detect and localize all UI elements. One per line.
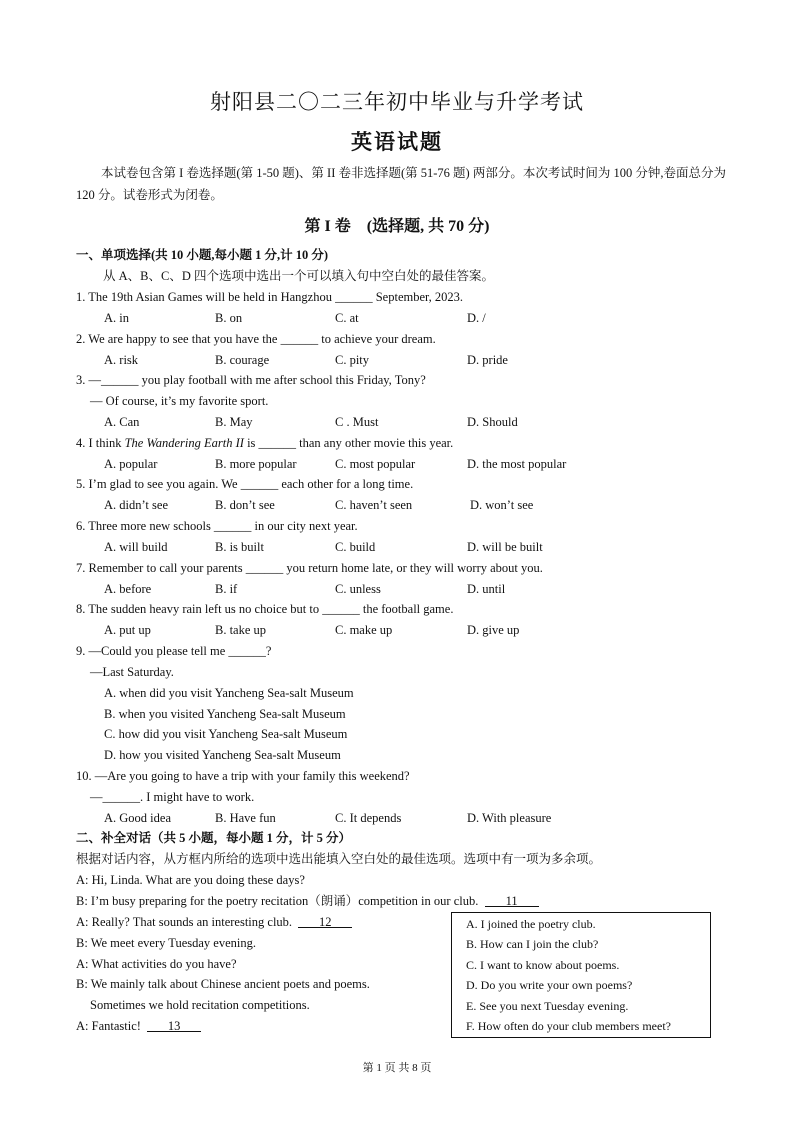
question-10-stem: 10. —Are you going to have a trip with your family this weekend? xyxy=(76,769,410,783)
dialogue-line-7-text: A: Fantastic! xyxy=(76,1019,141,1033)
blank-11[interactable]: 11 xyxy=(485,892,539,907)
question-4-stem-start: 4. I think xyxy=(76,436,125,450)
question-9-reply: —Last Saturday. xyxy=(90,665,174,679)
dialogue-line-4: B: We meet every Tuesday evening. xyxy=(76,936,256,950)
options-box xyxy=(451,912,711,1038)
question-2-option-d[interactable]: D. pride xyxy=(467,353,508,367)
question-6-option-c[interactable]: C. build xyxy=(335,540,376,554)
question-3-option-b[interactable]: B. May xyxy=(215,415,253,429)
question-4-option-c[interactable]: C. most popular xyxy=(335,457,416,471)
dialogue-line-1: A: Hi, Linda. What are you doing these days? xyxy=(76,873,305,887)
question-8-option-c[interactable]: C. make up xyxy=(335,623,393,637)
blank-13[interactable]: 13 xyxy=(147,1017,201,1032)
question-3-option-d[interactable]: D. Should xyxy=(467,415,518,429)
question-10-option-d[interactable]: D. With pleasure xyxy=(467,811,552,825)
box-option-c[interactable]: C. I want to know about poems. xyxy=(466,958,620,972)
question-5-option-b[interactable]: B. don’t see xyxy=(215,498,275,512)
question-3-stem: 3. —______ you play football with me after school this Friday, Tony? xyxy=(76,373,426,387)
question-10-option-c[interactable]: C. It depends xyxy=(335,811,402,825)
question-2-option-b[interactable]: B. courage xyxy=(215,353,270,367)
dialogue-line-6-continued: Sometimes we hold recitation competitions. xyxy=(90,998,310,1012)
question-4-stem-end: is ______ than any other movie this year. xyxy=(243,436,454,450)
question-1-stem: 1. The 19th Asian Games will be held in Hangzhou ______ September, 2023. xyxy=(76,290,464,304)
question-2-stem: 2. We are happy to see that you have the ______ to achieve your dream. xyxy=(76,332,436,346)
dialogue-line-5: A: What activities do you have? xyxy=(76,957,237,971)
question-4-option-a[interactable]: A. popular xyxy=(104,457,158,471)
question-9-option-c[interactable]: C. how did you visit Yancheng Sea-salt Museum xyxy=(104,727,348,741)
exam-intro: 本试卷包含第 I 卷选择题(第 1-50 题)、第 II 卷非选择题(第 51-76 题) 两部分。本次考试时间为 100 分钟,卷面总分为 120 分。试卷形式为闭卷。 xyxy=(76,166,726,202)
question-8-option-b[interactable]: B. take up xyxy=(215,623,267,637)
question-3-option-c[interactable]: C . Must xyxy=(335,415,379,429)
question-5-stem: 5. I’m glad to see you again. We ______ each other for a long time. xyxy=(76,477,414,491)
box-option-f[interactable]: F. How often do your club members meet? xyxy=(466,1019,671,1033)
question-6-option-d[interactable]: D. will be built xyxy=(467,540,543,554)
section-one-instruction: 从 A、B、C、D 四个选项中选出一个可以填入句中空白处的最佳答案。 xyxy=(103,269,494,283)
dialogue-line-2-text: B: I’m busy preparing for the poetry recitation（朗诵）competition in our club. xyxy=(76,894,479,908)
dialogue-line-6: B: We mainly talk about Chinese ancient poets and poems. xyxy=(76,977,370,991)
question-7-option-c[interactable]: C. unless xyxy=(335,582,381,596)
section-two-instruction: 根据对话内容，从方框内所给的选项中选出能填入空白处的最佳选项。选项中有一项为多余项。 xyxy=(76,852,602,866)
question-6-option-b[interactable]: B. is built xyxy=(215,540,264,554)
exam-subtitle: 英语试题 xyxy=(351,129,443,154)
question-9-option-b[interactable]: B. when you visited Yancheng Sea-salt Museum xyxy=(104,707,346,721)
question-2-option-a[interactable]: A. risk xyxy=(104,353,139,367)
box-option-e[interactable]: E. See you next Tuesday evening. xyxy=(466,999,629,1013)
question-1-option-d[interactable]: D. / xyxy=(467,311,486,325)
question-4-option-b[interactable]: B. more popular xyxy=(215,457,297,471)
section-one-heading: 一、单项选择(共 10 小题,每小题 1 分,计 10 分) xyxy=(76,248,329,262)
box-option-d[interactable]: D. Do you write your own poems? xyxy=(466,978,633,992)
question-8-option-d[interactable]: D. give up xyxy=(467,623,520,637)
question-3-option-a[interactable]: A. Can xyxy=(104,415,140,429)
question-1-option-c[interactable]: C. at xyxy=(335,311,359,325)
question-2-option-c[interactable]: C. pity xyxy=(335,353,370,367)
question-7-option-b[interactable]: B. if xyxy=(215,582,238,596)
question-1-option-a[interactable]: A. in xyxy=(104,311,129,325)
question-4-option-d[interactable]: D. the most popular xyxy=(467,457,567,471)
question-8-stem: 8. The sudden heavy rain left us no choice but to ______ the football game. xyxy=(76,602,454,616)
page-footer: 第 1 页 共 8 页 xyxy=(362,1062,432,1074)
question-10-option-a[interactable]: A. Good idea xyxy=(104,811,171,825)
question-10-reply: —______. I might have to work. xyxy=(90,790,255,804)
dialogue-line-7 xyxy=(76,1017,201,1035)
question-4-stem xyxy=(76,434,453,452)
box-option-b[interactable]: B. How can I join the club? xyxy=(466,937,599,951)
question-7-option-a[interactable]: A. before xyxy=(104,582,152,596)
dialogue-line-3 xyxy=(76,913,352,931)
question-9-stem: 9. —Could you please tell me ______? xyxy=(76,644,272,658)
question-3-reply: — Of course, it’s my favorite sport. xyxy=(90,394,269,408)
question-9-option-a[interactable]: A. when did you visit Yancheng Sea-salt Museum xyxy=(104,686,354,700)
question-6-option-a[interactable]: A. will build xyxy=(104,540,168,554)
question-5-option-c[interactable]: C. haven’t seen xyxy=(335,498,413,512)
question-6-stem: 6. Three more new schools ______ in our city next year. xyxy=(76,519,358,533)
question-7-stem: 7. Remember to call your parents ______ you return home late, or they will worry about you. xyxy=(76,561,543,575)
box-option-a[interactable]: A. I joined the poetry club. xyxy=(466,917,596,931)
question-5-option-a[interactable]: A. didn’t see xyxy=(104,498,168,512)
question-8-option-a[interactable]: A. put up xyxy=(104,623,151,637)
question-1-option-b[interactable]: B. on xyxy=(215,311,243,325)
part-one-heading: 第 I 卷 (选择题, 共 70 分) xyxy=(304,218,490,235)
question-5-option-d[interactable]: D. won’t see xyxy=(470,498,534,512)
blank-12[interactable]: 12 xyxy=(298,913,352,928)
question-7-option-d[interactable]: D. until xyxy=(467,582,506,596)
question-4-film-title: The Wandering Earth II xyxy=(124,436,244,450)
section-two-heading: 二、补全对话（共 5 小题，每小题 1 分，计 5 分） xyxy=(76,831,352,845)
dialogue-line-2 xyxy=(76,892,539,910)
exam-title: 射阳县二〇二三年初中毕业与升学考试 xyxy=(210,90,584,114)
question-10-option-b[interactable]: B. Have fun xyxy=(215,811,276,825)
dialogue-line-3-text: A: Really? That sounds an interesting club. xyxy=(76,915,293,929)
question-9-option-d[interactable]: D. how you visited Yancheng Sea-salt Museum xyxy=(104,748,341,762)
